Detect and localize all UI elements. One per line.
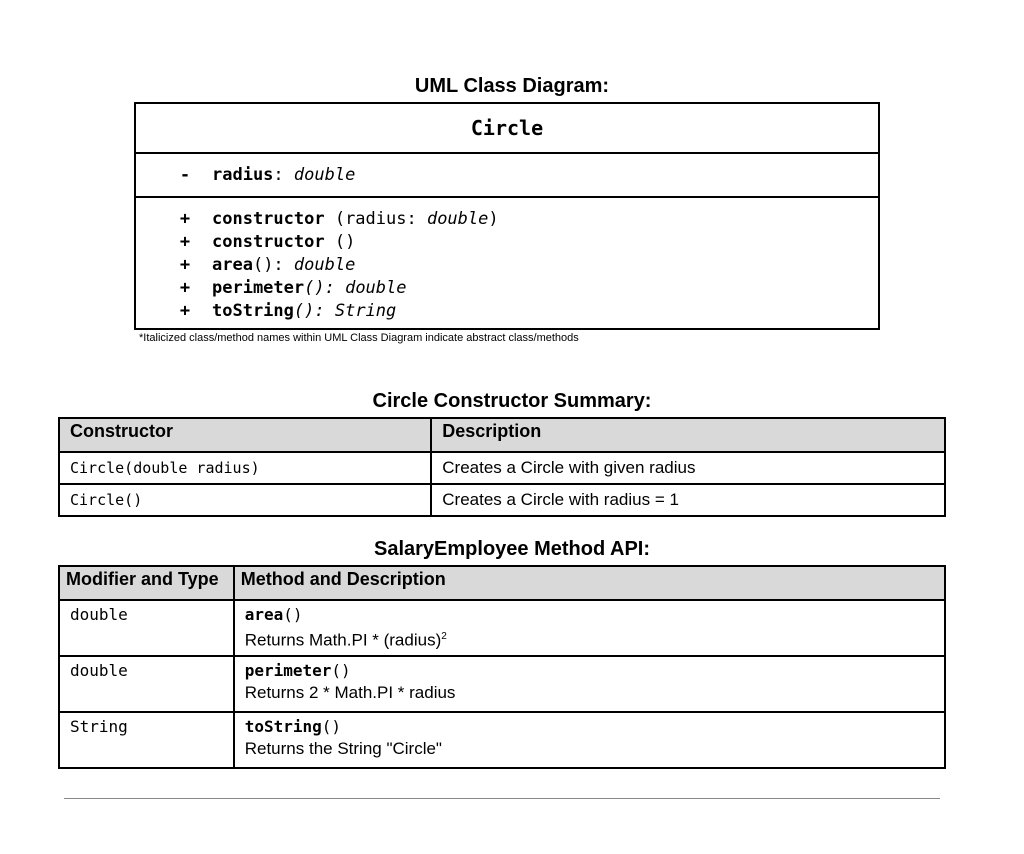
return-type: double <box>59 656 234 712</box>
constructor-description: Creates a Circle with given radius <box>431 452 945 484</box>
attribute-name: radius <box>212 165 274 185</box>
method-cell <box>234 656 945 712</box>
attribute-type: double <box>293 165 356 185</box>
uml-class-name: Circle <box>136 104 878 154</box>
method-return-type: double <box>293 255 356 275</box>
column-header-modifier-type: Modifier and Type <box>59 566 234 600</box>
uml-method-row <box>136 277 878 300</box>
method-name: perimeter <box>212 278 305 298</box>
table-row <box>59 484 945 516</box>
uml-method-row <box>136 208 878 231</box>
footer-divider <box>64 798 940 799</box>
method-return-type: double <box>345 278 407 298</box>
method-parens: () <box>283 605 303 624</box>
method-params: (): <box>252 255 294 275</box>
constructor-signature: Circle(double radius) <box>59 452 431 484</box>
method-name: constructor <box>212 209 325 229</box>
constructor-summary-table <box>58 417 946 517</box>
uml-methods-section <box>136 198 878 328</box>
method-params: () <box>324 232 356 252</box>
visibility-marker: + <box>179 255 191 275</box>
return-type: String <box>59 712 234 768</box>
visibility-marker: + <box>179 209 191 229</box>
table-header-row <box>59 418 945 452</box>
visibility-marker: + <box>179 278 191 298</box>
method-api-heading: SalaryEmployee Method API: <box>374 538 650 560</box>
table-row <box>59 452 945 484</box>
table-row <box>59 712 945 768</box>
method-description: Returns Math.PI * (radius) <box>244 630 442 650</box>
uml-footnote: *Italicized class/method names within UML Class Diagram indicate abstract class/methods <box>139 332 579 344</box>
method-description: Returns the String "Circle" <box>244 739 442 758</box>
attribute-separator: : <box>273 165 294 185</box>
method-params: (): <box>293 301 335 321</box>
method-name: toString <box>212 301 294 321</box>
method-parens: () <box>321 717 342 736</box>
uml-class-box <box>134 102 880 330</box>
method-params-close: ) <box>488 209 499 229</box>
method-description: Returns 2 * Math.PI * radius <box>244 683 456 702</box>
visibility-marker: + <box>179 232 191 252</box>
uml-attribute-row <box>136 164 878 187</box>
visibility-marker: - <box>179 165 191 185</box>
method-params: (radius: <box>324 209 427 229</box>
visibility-marker: + <box>179 301 191 321</box>
method-cell <box>234 600 945 656</box>
column-header-description: Description <box>431 418 945 452</box>
uml-method-row <box>136 300 878 323</box>
method-param-type: double <box>426 209 489 229</box>
method-parens: () <box>331 661 351 680</box>
uml-heading: UML Class Diagram: <box>414 75 610 97</box>
method-name: toString <box>244 717 322 736</box>
method-api-table <box>58 565 946 769</box>
table-row <box>59 600 945 656</box>
method-name: area <box>212 255 253 275</box>
method-name: perimeter <box>244 661 332 680</box>
method-params: (): <box>304 278 346 298</box>
superscript: 2 <box>441 631 447 642</box>
column-header-method-description: Method and Description <box>234 566 945 600</box>
method-cell <box>234 712 945 768</box>
method-name: area <box>244 605 284 624</box>
column-header-constructor: Constructor <box>59 418 431 452</box>
table-row <box>59 656 945 712</box>
method-return-type: String <box>334 301 397 321</box>
constructor-summary-heading: Circle Constructor Summary: <box>372 390 652 412</box>
uml-method-row <box>136 231 878 254</box>
table-header-row <box>59 566 945 600</box>
constructor-signature: Circle() <box>59 484 431 516</box>
constructor-description: Creates a Circle with radius = 1 <box>431 484 945 516</box>
method-name: constructor <box>212 232 325 252</box>
uml-method-row <box>136 254 878 277</box>
return-type: double <box>59 600 234 656</box>
uml-attributes-section <box>136 154 878 198</box>
